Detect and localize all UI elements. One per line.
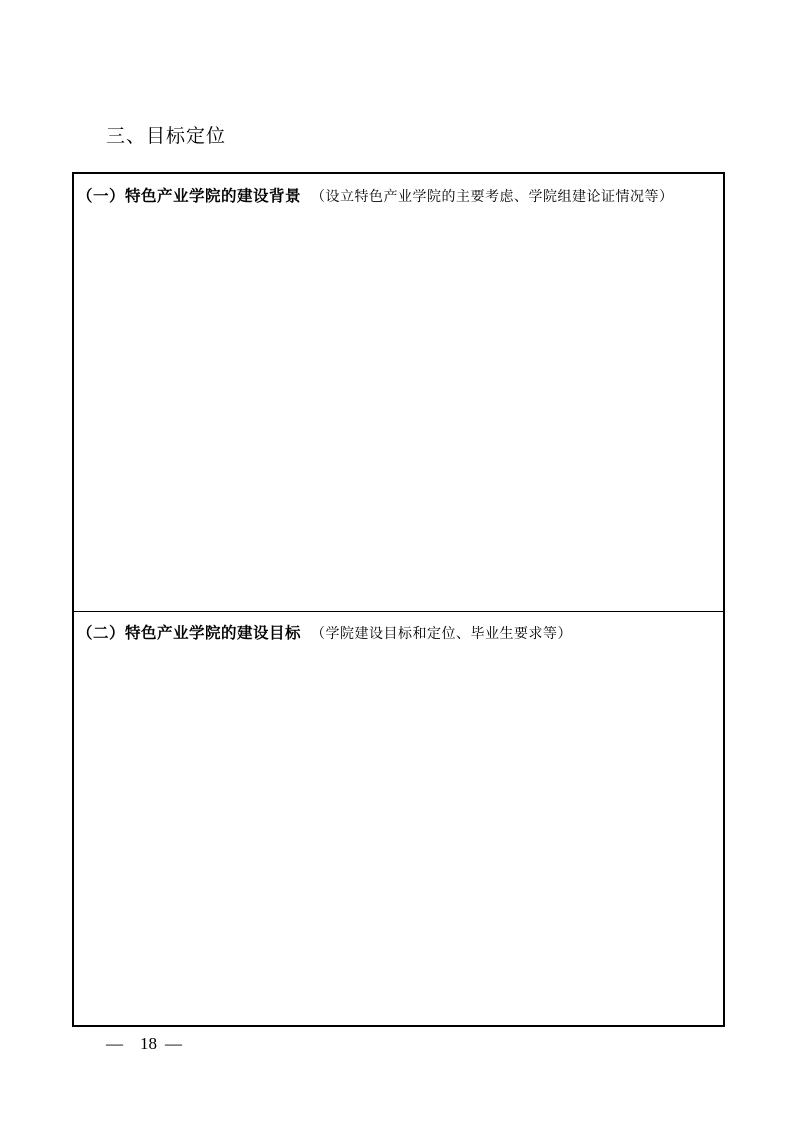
section-title: 三、目标定位 <box>106 125 227 147</box>
background-note: （设立特色产业学院的主要考虑、学院组建论证情况等） <box>311 189 674 205</box>
goal-note: （学院建设目标和定位、毕业生要求等） <box>311 626 573 642</box>
background-cell-header <box>77 184 721 209</box>
background-cell[interactable] <box>74 174 723 612</box>
page-number-dash-left: — <box>106 1034 123 1053</box>
goal-heading: （二）特色产业学院的建设目标 <box>77 623 302 642</box>
background-heading: （一）特色产业学院的建设背景 <box>77 186 302 205</box>
goal-cell-header <box>77 621 721 646</box>
page-number-dash-right: — <box>165 1034 182 1053</box>
page-number-value: 18 <box>140 1034 157 1053</box>
form-table <box>72 172 725 1027</box>
goal-cell[interactable] <box>74 612 723 1025</box>
page-number <box>106 1034 191 1054</box>
